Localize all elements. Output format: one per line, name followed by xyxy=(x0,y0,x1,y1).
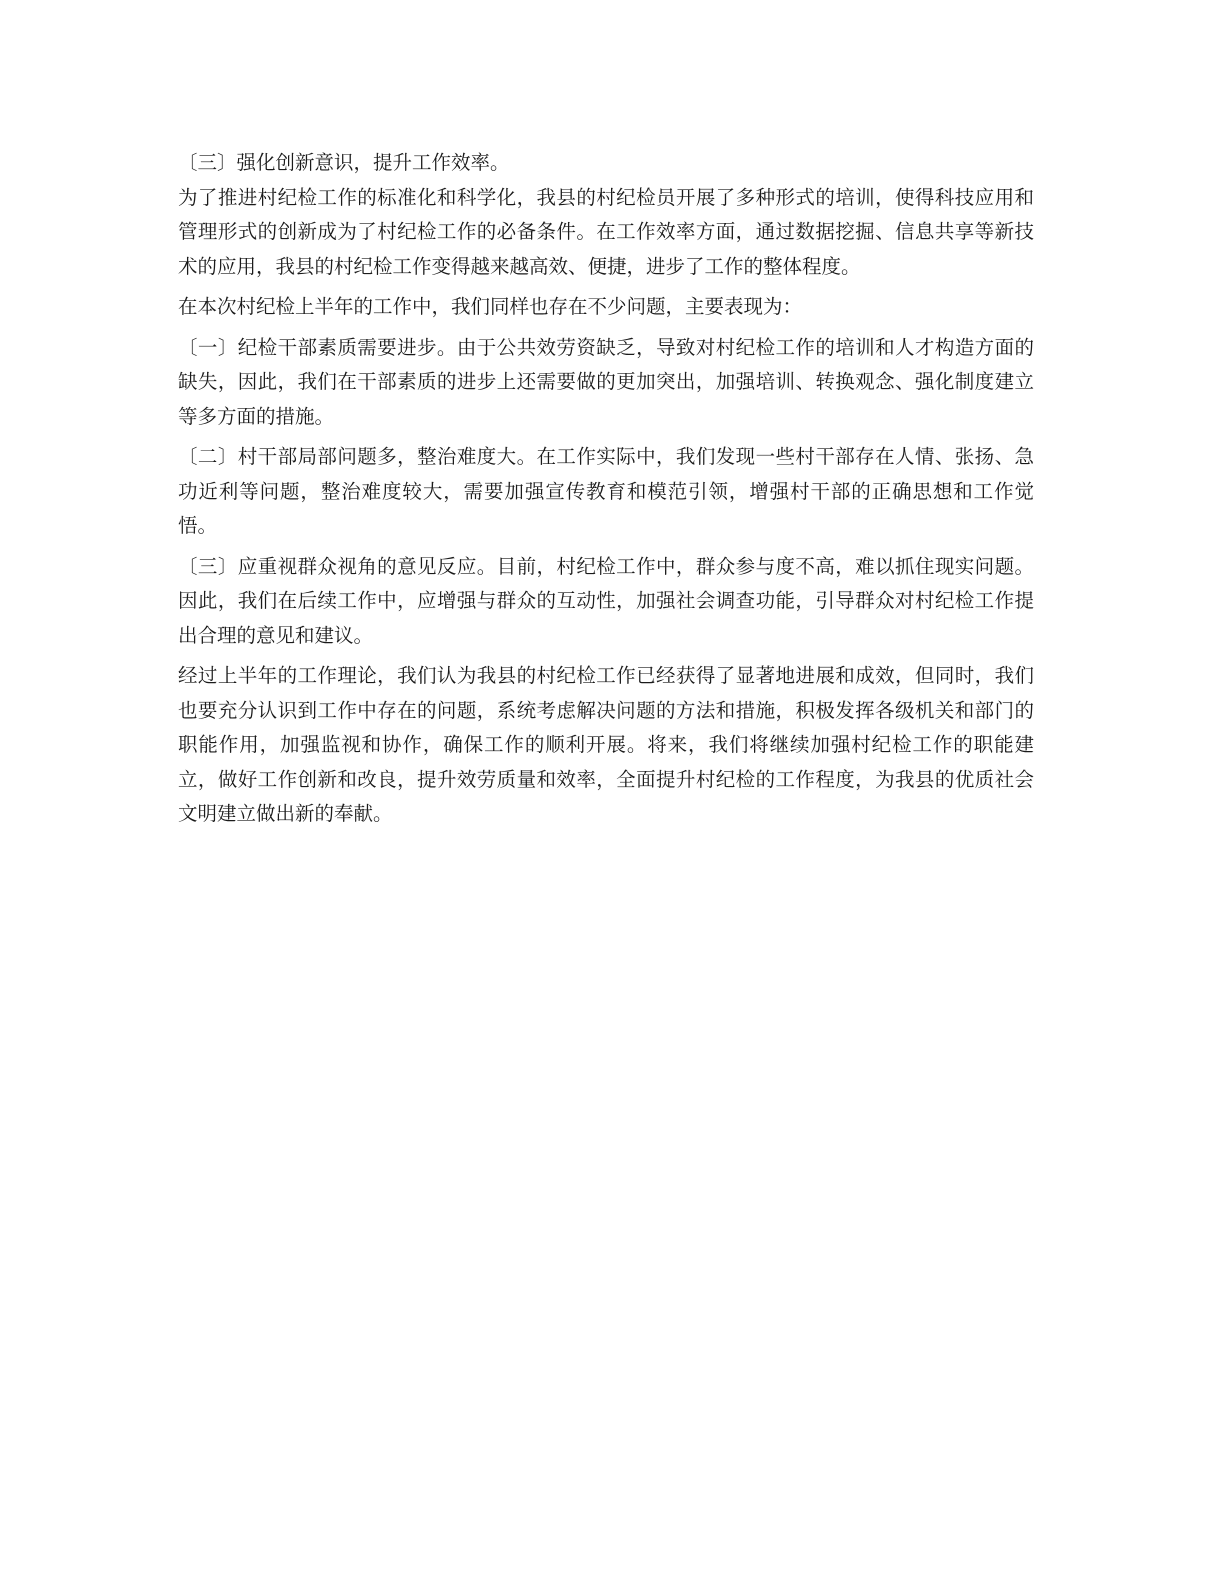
paragraph-issue-3: 〔三〕应重视群众视角的意见反应。目前，村纪检工作中，群众参与度不高，难以抓住现实问题。因此，我们在后续工作中，应增强与群众的互动性，加强社会调查功能，引导群众对村纪检工作提出合理的意见和建议。 xyxy=(178,554,1034,647)
paragraph-issue-1: 〔一〕纪检干部素质需要进步。由于公共效劳资缺乏，导致对村纪检工作的培训和人才构造方面的缺失，因此，我们在干部素质的进步上还需要做的更加突出，加强培训、转换观念、强化制度建立等多方面的措施。 xyxy=(178,335,1034,428)
document-body xyxy=(178,146,1034,832)
paragraph-problems-intro: 在本次村纪检上半年的工作中，我们同样也存在不少问题，主要表现为： xyxy=(178,295,803,318)
paragraph-conclusion: 经过上半年的工作理论，我们认为我县的村纪检工作已经获得了显著地进展和成效，但同时，我们也要充分认识到工作中存在的问题，系统考虑解决问题的方法和措施，积极发挥各级机关和部门的职能作用，加强监视和协作，确保工作的顺利开展。将来，我们将继续加强村纪检工作的职能建立，做好工作创新和改良，提升效劳质量和效率，全面提升村纪检的工作程度，为我县的优质社会文明建立做出新的奉献。 xyxy=(178,664,1034,825)
section-heading: 〔三〕强化创新意识，提升工作效率。 xyxy=(178,151,510,174)
paragraph-innovation: 为了推进村纪检工作的标准化和科学化，我县的村纪检员开展了多种形式的培训，使得科技应用和管理形式的创新成为了村纪检工作的必备条件。在工作效率方面，通过数据挖掘、信息共享等新技术的应用，我县的村纪检工作变得越来越高效、便捷，进步了工作的整体程度。 xyxy=(178,185,1034,278)
paragraph-issue-2: 〔二〕村干部局部问题多，整治难度大。在工作实际中，我们发现一些村干部存在人情、张扬、急功近利等问题，整治难度较大，需要加强宣传教育和模范引领，增强村干部的正确思想和工作觉悟。 xyxy=(178,445,1034,537)
